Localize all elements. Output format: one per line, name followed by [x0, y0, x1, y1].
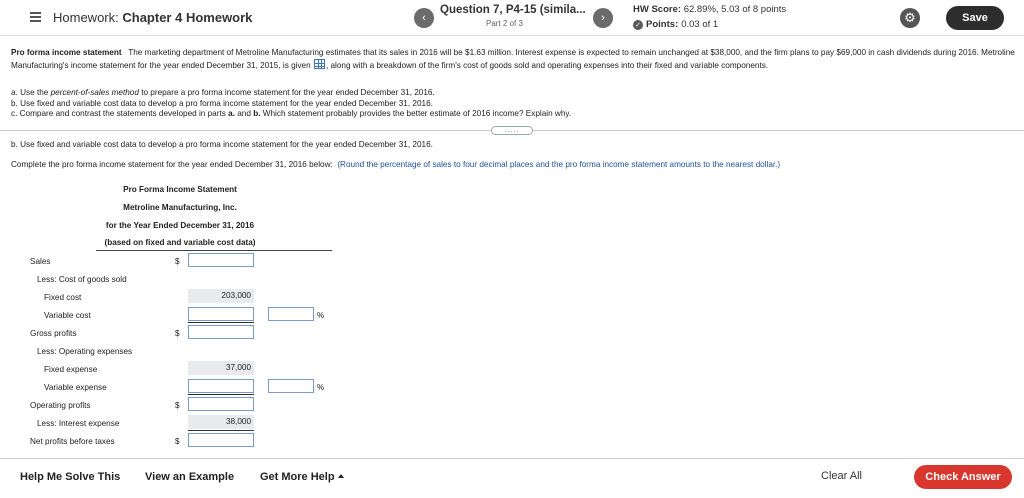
cogs-subtotal-rule: [188, 322, 254, 323]
problem-text-2: , along with a breakdown of the firm's cost of goods sold and operating expenses into their fixed and variable components.: [325, 61, 769, 70]
homework-name: Chapter 4 Homework: [122, 10, 253, 25]
hw-score-label: HW Score:: [633, 4, 682, 15]
clear-all-button[interactable]: Clear All: [821, 470, 862, 482]
next-question-button[interactable]: [593, 8, 613, 28]
part-c: [11, 109, 571, 120]
prev-question-button[interactable]: [414, 8, 434, 28]
points-label: Points:: [646, 19, 679, 30]
gross-profits-label: Gross profits: [30, 329, 77, 338]
save-button[interactable]: Save: [946, 6, 1004, 30]
statement-header-rule: [96, 250, 332, 251]
operating-profits-label: Operating profits: [30, 401, 91, 410]
variable-cost-input[interactable]: [188, 307, 254, 321]
part-a-prefix: a. Use the: [11, 88, 49, 97]
opex-subtotal-rule: [188, 394, 254, 395]
statement-period: for the Year Ended December 31, 2016: [105, 221, 255, 230]
rounding-hint: (Round the percentage of sales to four decimal places and the pro forma income statement amounts to the nearest dollar.): [337, 160, 781, 169]
check-answer-button[interactable]: Check Answer: [914, 465, 1012, 489]
part-c-text-1: c. Compare and contrast the statements developed in parts: [11, 109, 226, 118]
gross-profits-currency: $: [175, 329, 180, 338]
operating-profits-currency: $: [175, 401, 180, 410]
partial-check-icon: ✓: [633, 20, 643, 30]
operating-profits-input[interactable]: [188, 397, 254, 411]
sales-currency: $: [175, 257, 180, 266]
homework-prefix: Homework:: [53, 10, 119, 25]
part-c-text-2: and: [237, 109, 251, 118]
hw-score: [633, 4, 786, 15]
variable-cost-percent-sign: %: [317, 311, 325, 320]
sales-input[interactable]: [188, 253, 254, 267]
sales-label: Sales: [30, 257, 51, 266]
interest-rule: [188, 430, 254, 431]
part-c-text-3: Which statement probably provides the better estimate of 2016 income? Explain why.: [262, 109, 572, 118]
points-value: 0.03 of 1: [681, 19, 719, 30]
points: [633, 19, 718, 30]
get-more-help-button[interactable]: [260, 471, 344, 483]
variable-expense-label: Variable expense: [44, 383, 107, 392]
part-c-ref-a: a.: [228, 109, 235, 118]
menu-icon[interactable]: [30, 11, 44, 23]
homework-title: [53, 10, 252, 25]
chevron-right-icon: ›: [601, 12, 605, 24]
top-header: [0, 0, 1024, 36]
complete-instruction: [11, 160, 780, 169]
statement-title: Pro Forma Income Statement: [123, 185, 237, 194]
fixed-expense-value: 37,000: [188, 361, 254, 375]
caret-up-icon: [338, 474, 344, 478]
statement-basis: (based on fixed and variable cost data): [104, 238, 256, 247]
problem-title: Pro forma income statement: [11, 48, 122, 57]
question-title: Question 7, P4-15 (simila...: [440, 4, 586, 16]
question-b-text: b. Use fixed and variable cost data to develop a pro forma income statement for the year ended December 31, 2016.: [11, 140, 433, 149]
hw-score-value: 62.89%, 5.03 of 8 points: [683, 4, 787, 15]
fixed-cost-value: 203,000: [188, 289, 254, 303]
variable-cost-percent-input[interactable]: [268, 307, 314, 321]
less-cogs-label: Less: Cost of goods sold: [37, 275, 127, 284]
fixed-cost-label: Fixed cost: [44, 293, 82, 302]
part-a: [11, 88, 571, 99]
settings-gear-icon[interactable]: ⚙: [900, 8, 920, 28]
variable-expense-percent-sign: %: [317, 383, 325, 392]
question-part: Part 2 of 3: [486, 19, 523, 28]
net-before-taxes-label: Net profits before taxes: [30, 437, 115, 446]
statement-company: Metroline Manufacturing, Inc.: [123, 203, 237, 212]
variable-expense-input[interactable]: [188, 379, 254, 393]
data-table-icon[interactable]: [314, 59, 325, 69]
complete-text: Complete the pro forma income statement for the year ended December 31, 2016 below:: [11, 160, 333, 169]
expand-toggle-button[interactable]: .....: [491, 126, 533, 135]
part-b: b. Use fixed and variable cost data to develop a pro forma income statement for the year ended December 31, 2016.: [11, 98, 433, 108]
gross-profits-input[interactable]: [188, 325, 254, 339]
part-a-suffix: to prepare a pro forma income statement for the year ended December 31, 2016.: [141, 88, 435, 97]
help-me-solve-button[interactable]: Help Me Solve This: [20, 471, 121, 483]
statement-overflow-region: [0, 432, 300, 458]
interest-expense-value: 38,000: [188, 415, 254, 429]
net-before-taxes-input[interactable]: [188, 433, 254, 447]
variable-expense-percent-input[interactable]: [268, 379, 314, 393]
chevron-left-icon: ‹: [422, 12, 426, 24]
problem-statement: [11, 47, 1016, 72]
less-opex-label: Less: Operating expenses: [37, 347, 133, 356]
problem-text-1: The marketing department of Metroline Manufacturing estimates that its sales in 2016 will be $1.63 million. Interest expense is expected to remain unchanged at $38,000, and the firm plans to pay $69,000 in cash dividends during 2016. Metroline Manufacturing's income statement for the year ended December 31, 2015, is given: [11, 48, 1015, 70]
part-a-italic: percent-of-sales method: [50, 88, 139, 97]
view-example-button[interactable]: View an Example: [145, 471, 235, 483]
get-more-help-label: Get More Help: [260, 471, 335, 483]
less-interest-label: Less: Interest expense: [37, 419, 120, 428]
problem-parts: [11, 88, 571, 120]
part-c-ref-b: b.: [253, 109, 261, 118]
bottom-footer: [0, 458, 1024, 498]
net-before-taxes-currency: $: [175, 437, 180, 446]
variable-cost-label: Variable cost: [44, 311, 91, 320]
fixed-expense-label: Fixed expense: [44, 365, 98, 374]
